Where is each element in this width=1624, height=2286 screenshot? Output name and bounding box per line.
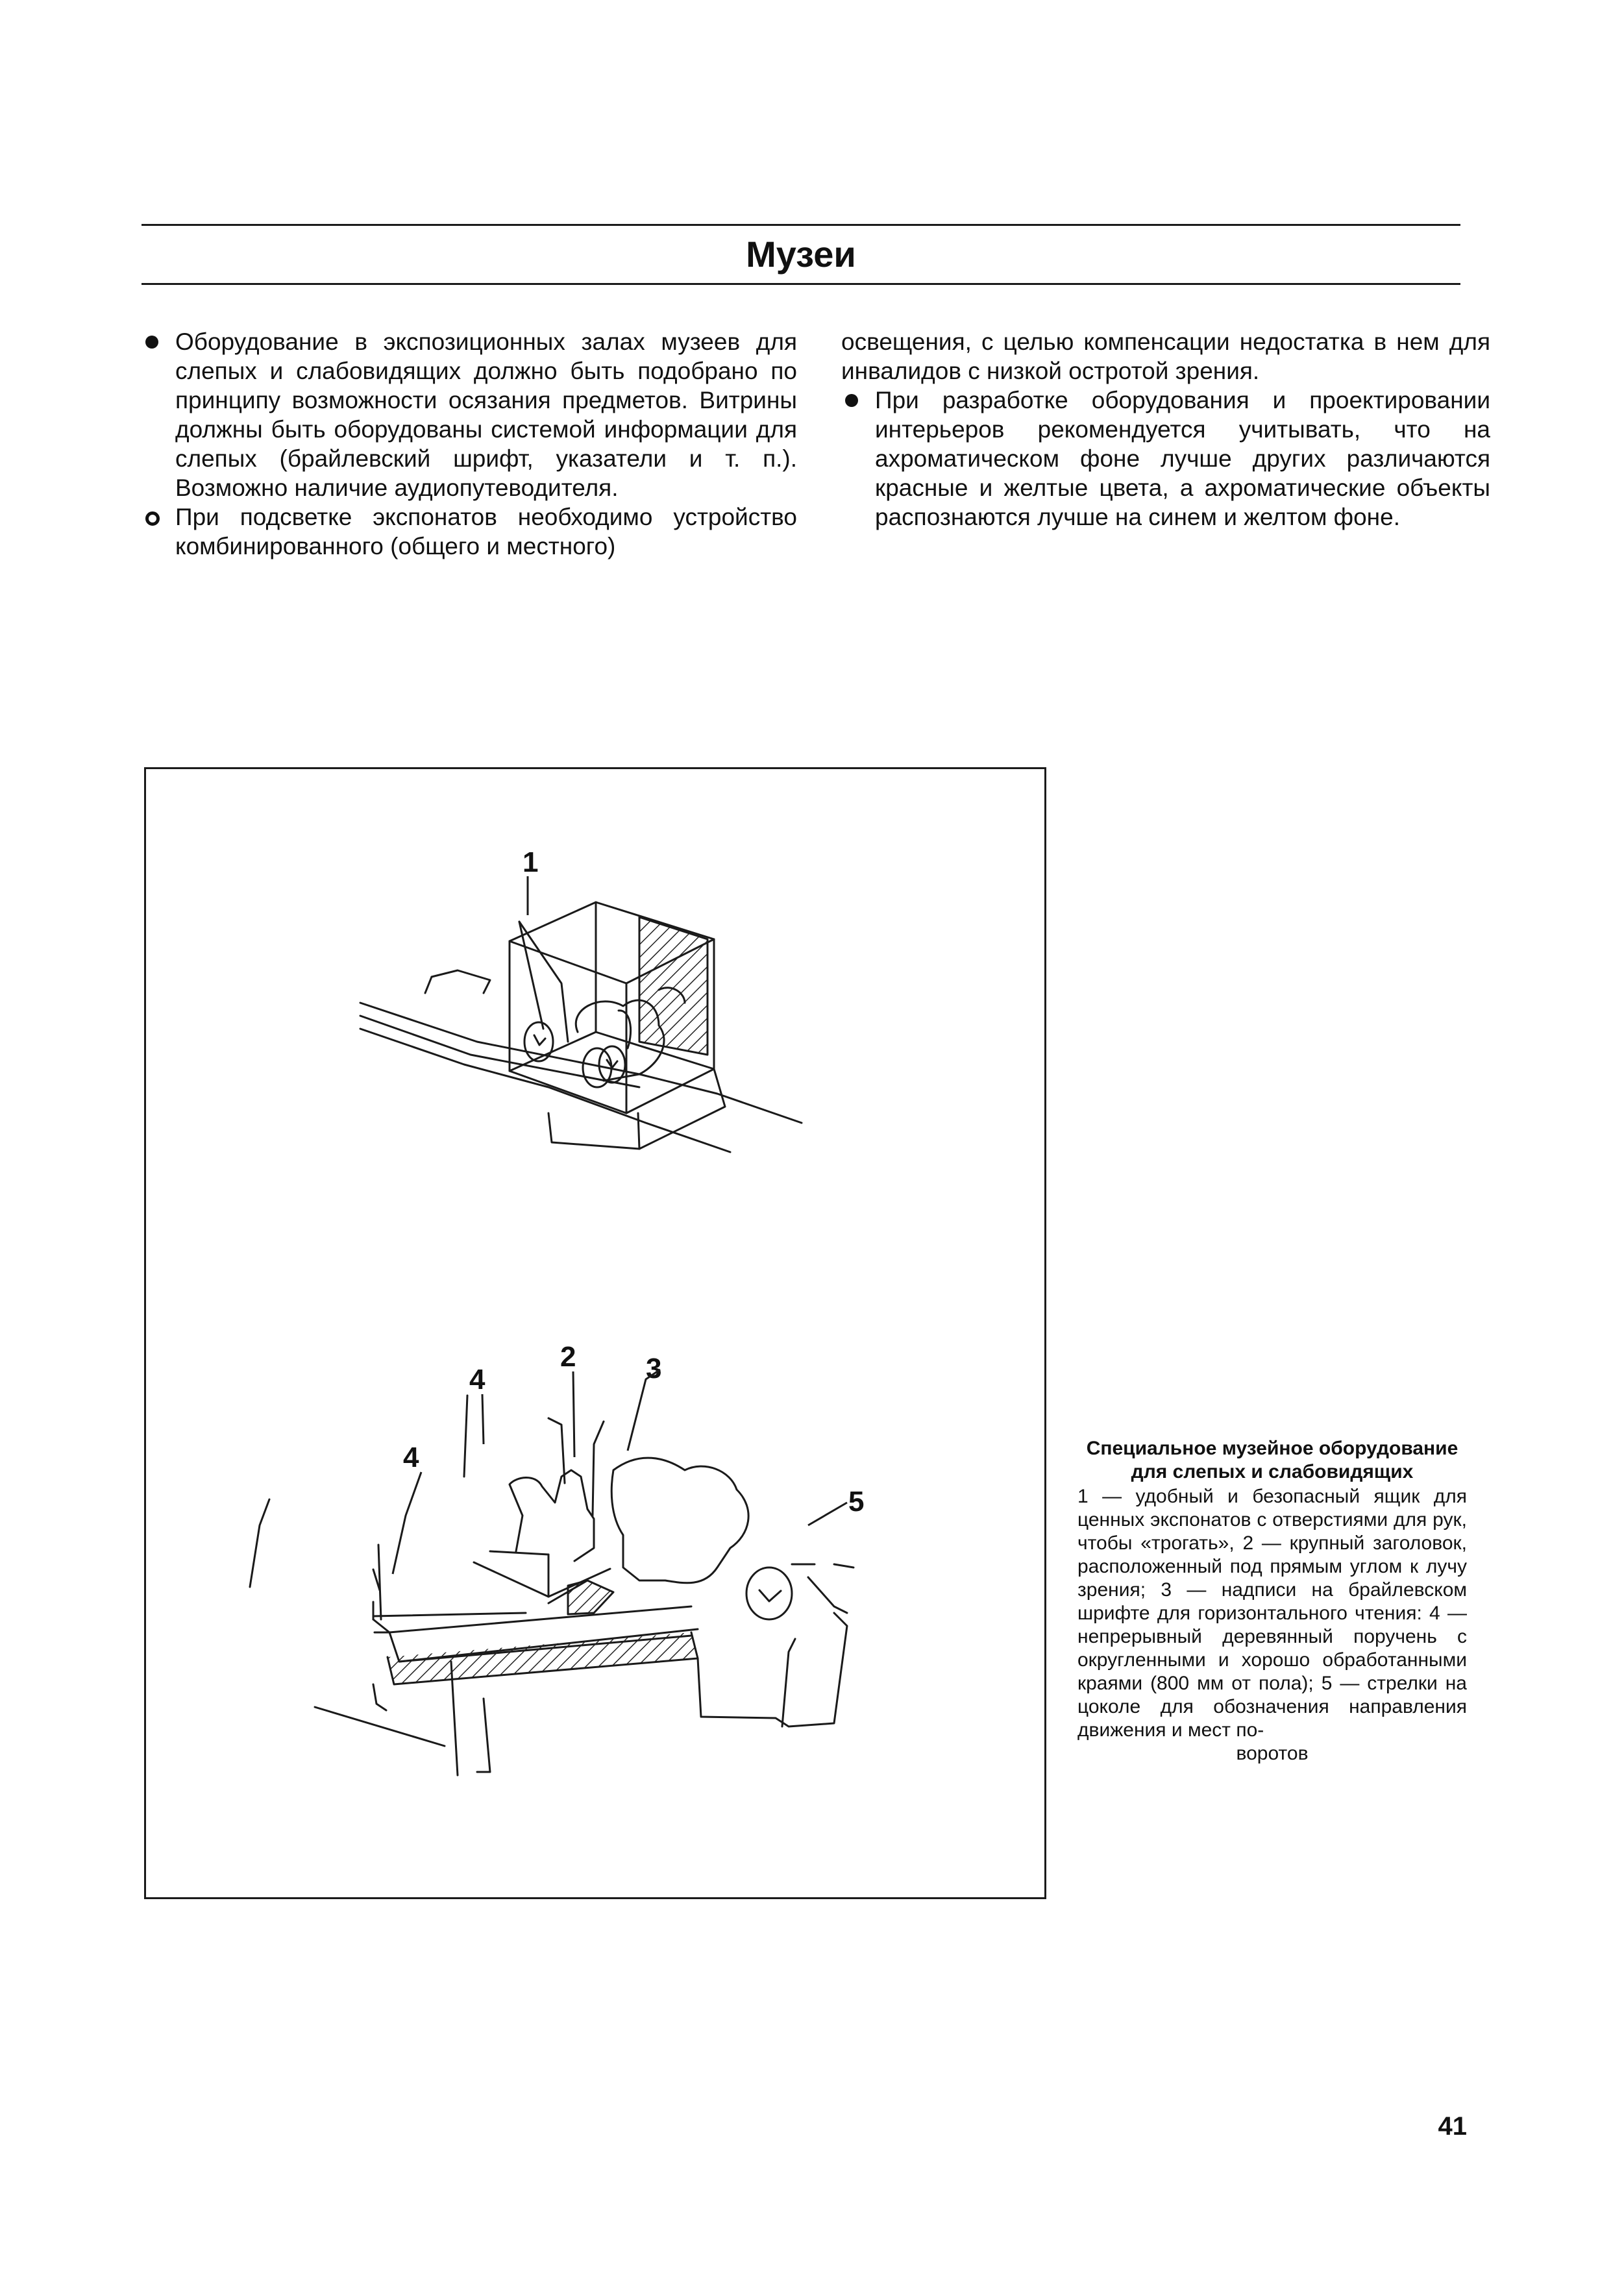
page-number: 41 (1438, 2112, 1467, 2141)
bullet-paragraph (141, 502, 797, 561)
bullet-icon (845, 394, 858, 407)
figure-label-1: 1 (523, 846, 539, 878)
bullet-text: При подсветке экспонатов необходимо устройство комбинированного (общего и местного) (175, 504, 797, 559)
figure-label-3: 3 (646, 1353, 662, 1384)
museum-equipment-illustration (146, 769, 1044, 1897)
caption-title: Специальное музейное оборудование для слепых и слабовидящих (1086, 1438, 1458, 1482)
bullet-text: При разработке оборудования и проектировании интерьеров рекомендуется учитывать, что на ахроматическом фоне лучше других различаются красные и желтые цвета, а ахроматические объекты распознаются лучше на синем и желтом фоне. (875, 387, 1490, 530)
figure-label-5: 5 (848, 1486, 865, 1518)
continued-paragraph: освещения, с целью компенсации недостатка в нем для инвалидов с низкой остротой зрения. (841, 328, 1490, 384)
figure-caption (1077, 1437, 1467, 1765)
bullet-icon (145, 511, 160, 526)
page-title: Музеи (746, 234, 856, 275)
right-text-column (841, 327, 1490, 532)
caption-body: 1 — удобный и безопасный ящик для ценных экспонатов с отверстиями для рук, чтобы «трогать», 2 — крупный заголовок, расположенный под прямым углом к лучу зрения; 3 — надписи на брайлевском шрифте для горизонтального чтения: 4 — непрерывный деревянный поручень с округленными и хорошо обработанными краями (800 мм от пола); 5 — стрелки на цоколе для обозначения направления движения и мест по- (1077, 1486, 1467, 1741)
figure-label-2: 2 (560, 1341, 576, 1373)
bullet-text: Оборудование в экспозиционных залах музеев для слепых и слабовидящих должно быть подобрано по принципу возможности осязания предметов. Витрины должны быть оборудованы системой информации для слепых (брайлевский шрифт, указатели и т. п.). Возможно наличие аудиопутеводителя. (175, 328, 797, 501)
bullet-icon (145, 336, 158, 349)
header-top-rule (141, 224, 1460, 226)
bullet-paragraph (841, 386, 1490, 532)
figure-label-4: 4 (403, 1442, 419, 1473)
figure-label-4: 4 (469, 1364, 486, 1395)
bullet-paragraph (141, 327, 797, 502)
header-bottom-rule (141, 283, 1460, 285)
left-text-column (141, 327, 797, 561)
caption-last-line: воротов (1236, 1743, 1309, 1764)
figure-frame (144, 767, 1046, 1899)
